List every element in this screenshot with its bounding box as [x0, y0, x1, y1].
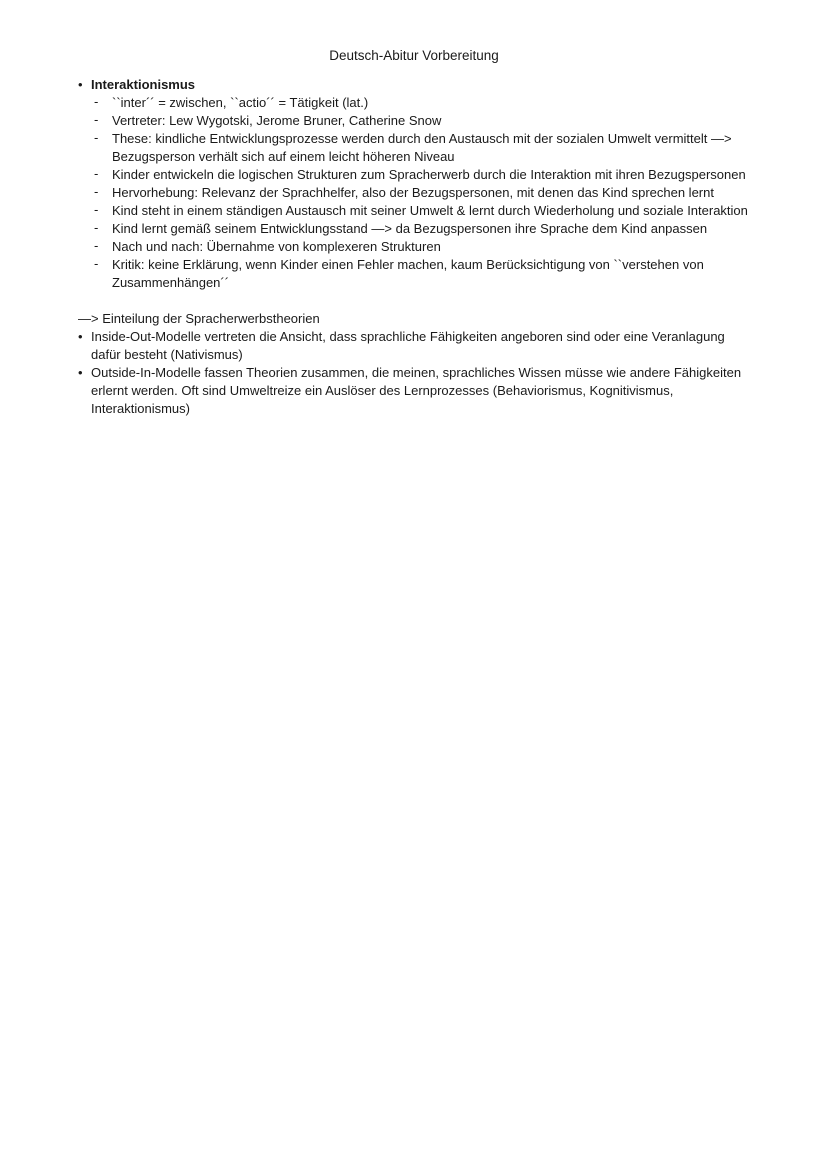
- dash-icon: -: [94, 166, 99, 181]
- interaktionismus-list: [78, 94, 758, 292]
- bullet-icon: •: [78, 329, 83, 344]
- classification-item-outside-in: [78, 364, 758, 418]
- dash-icon: -: [94, 220, 99, 235]
- list-item: [78, 256, 758, 292]
- list-item: [78, 112, 758, 130]
- list-item-text: Nach und nach: Übernahme von komplexeren Strukturen: [112, 239, 441, 254]
- classification-item-text: Outside-In-Modelle fassen Theorien zusammen, die meinen, sprachliches Wissen müsse wie andere Fähigkeiten erlernt werden. Oft sind Umweltreize ein Auslöser des Lernprozesses (Behaviorismus, Kognitivismus, Interaktionismus): [91, 365, 742, 416]
- section-interaktionismus: [78, 76, 758, 94]
- list-item-text: Vertreter: Lew Wygotski, Jerome Bruner, Catherine Snow: [112, 113, 442, 128]
- list-item: [78, 202, 758, 220]
- spacer: [78, 292, 758, 310]
- list-item-text: These: kindliche Entwicklungsprozesse werden durch den Austausch mit der sozialen Umwelt vermittelt —> Bezugsperson verhält sich auf einem leicht höheren Niveau: [112, 131, 732, 164]
- classification-item-text: Inside-Out-Modelle vertreten die Ansicht, dass sprachliche Fähigkeiten angeboren sind oder eine Veranlagung dafür besteht (Nativismus): [91, 329, 725, 362]
- dash-icon: -: [94, 184, 99, 199]
- classification-item-inside-out: [78, 328, 758, 364]
- dash-icon: -: [94, 94, 99, 109]
- dash-icon: -: [94, 202, 99, 217]
- list-item: [78, 220, 758, 238]
- dash-icon: -: [94, 130, 99, 145]
- list-item-text: Kinder entwickeln die logischen Strukturen zum Spracherwerb durch die Interaktion mit ihren Bezugspersonen: [112, 167, 746, 182]
- dash-icon: -: [94, 256, 99, 271]
- dash-icon: -: [94, 238, 99, 253]
- list-item-text: Kind steht in einem ständigen Austausch mit seiner Umwelt & lernt durch Wiederholung und soziale Interaktion: [112, 203, 748, 218]
- bullet-icon: •: [78, 77, 83, 92]
- section-title: Interaktionismus: [91, 77, 196, 92]
- list-item-text: Kritik: keine Erklärung, wenn Kinder einen Fehler machen, kaum Berücksichtigung von ``verstehen von Zusammenhängen´´: [112, 257, 704, 290]
- document-content: [78, 76, 758, 418]
- dash-icon: -: [94, 112, 99, 127]
- list-item-text: Kind lernt gemäß seinem Entwicklungsstand —> da Bezugspersonen ihre Sprache dem Kind anpassen: [112, 221, 708, 236]
- page-header: Deutsch-Abitur Vorbereitung: [329, 48, 499, 63]
- list-item: [78, 166, 758, 184]
- list-item: [78, 238, 758, 256]
- list-item-text: Hervorhebung: Relevanz der Sprachhelfer, also der Bezugspersonen, mit denen das Kind sprechen lernt: [112, 185, 714, 200]
- list-item: [78, 184, 758, 202]
- classification-heading: —> Einteilung der Spracherwerbstheorien: [78, 311, 320, 326]
- bullet-icon: •: [78, 365, 83, 380]
- list-item: [78, 94, 758, 112]
- list-item-text: ``inter´´ = zwischen, ``actio´´ = Tätigkeit (lat.): [112, 95, 369, 110]
- list-item: [78, 130, 758, 166]
